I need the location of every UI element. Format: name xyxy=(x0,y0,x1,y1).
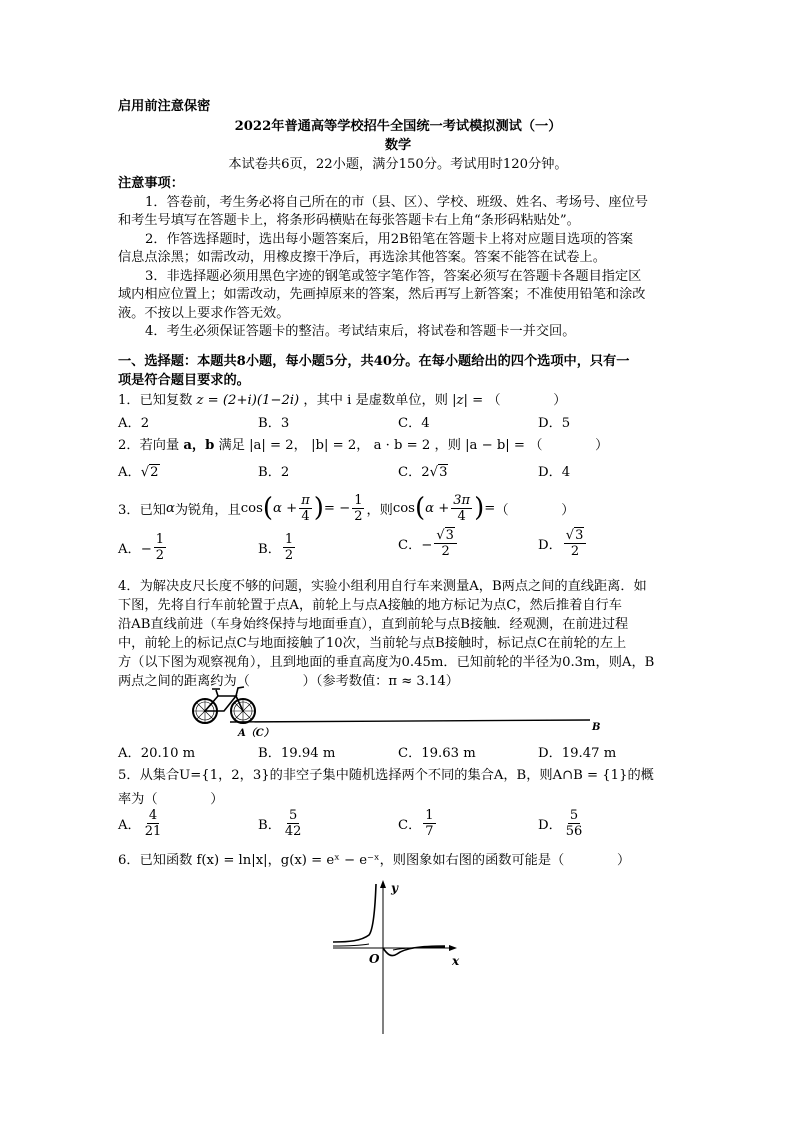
point-b-label: B xyxy=(592,722,601,733)
q5-option-c-den: 7 xyxy=(425,824,434,839)
q5-option-b-den: 42 xyxy=(284,824,302,839)
point-a-label: A（C） xyxy=(238,728,274,739)
note-1-line-2: 和考生号填写在答题卡上，将条形码横贴在每张答题卡右上角“条形码粘贴处”。 xyxy=(118,213,580,228)
q3-option-c: C．− $\frac{√3}{2}$ xyxy=(398,528,459,559)
q2-cond-3: a · b = 2 xyxy=(373,438,431,453)
q3-option-c-label: C．− xyxy=(398,538,433,553)
q3-option-d-num: 3 xyxy=(575,528,584,543)
q3-option-c-den: 2 xyxy=(441,544,450,559)
q2-then: ，则 xyxy=(434,438,461,453)
q3-option-a-label: A．− xyxy=(118,542,152,557)
q3-eq: = − xyxy=(323,500,351,516)
q2-option-b: B．2 xyxy=(258,465,290,480)
q4-line-3: 沿AB直线前进（车身始终保持与地面垂直），直到前轮与点B接触．经观测，在前进过程 xyxy=(118,617,629,632)
note-1-line-1: 1．答卷前，考生务必将自己所在的市（县、区）、学校、班级、姓名、考场号、座位号 xyxy=(145,195,648,210)
q3-option-b-den: 2 xyxy=(284,548,294,563)
q3-option-d-label: D． xyxy=(538,538,562,553)
q5-option-b-label: B． xyxy=(258,818,281,833)
q2-middle: 满足 xyxy=(218,438,245,453)
q4-line-4: 中，前轮上的标记点C与地面接触了10次，当前轮与点B接触时，标记点C在前轮的左上 xyxy=(118,636,627,651)
q5-option-b-num: 5 xyxy=(289,808,298,823)
bicycle-figure xyxy=(180,684,610,740)
q2-cond-2: |b| = 2 xyxy=(311,438,357,453)
bicycle-frame-icon xyxy=(205,687,244,711)
q2-option-a-label: A． xyxy=(118,465,141,480)
q5-option-c xyxy=(398,808,438,839)
q5-option-d-label: D． xyxy=(538,818,562,833)
q3-cos-1: cos xyxy=(240,500,263,516)
q1-option-b: B．3 xyxy=(258,416,290,431)
q3-frac-den: 4 xyxy=(301,508,310,524)
q2-vectors: a，b xyxy=(183,438,215,453)
q3-then: ，则 xyxy=(366,502,393,518)
q3-pi-over-4-a xyxy=(299,493,312,524)
note-2-line-1: 2．作答选择题时，选出每小题答案后，用2B铅笔在答题卡上将对应题目选项的答案 xyxy=(145,232,634,247)
secret-label: 启用前注意保密 xyxy=(118,99,211,114)
q3-option-a xyxy=(118,532,168,563)
q5-line-1: 5．从集合U={1，2，3}的非空子集中随机选择两个不同的集合A，B，则A∩B = {1}的概 xyxy=(118,768,654,783)
q3-eq-2: = xyxy=(484,500,496,516)
q4-option-b: B．19.94 m xyxy=(258,746,336,761)
q3-paren: （ ） xyxy=(495,502,575,518)
q3-half-num: 1 xyxy=(354,492,363,508)
note-3-line-1: 3．非选择题必须用黑色字迹的钢笔或签字笔作答，答案必须写在答题卡各题目指定区 xyxy=(145,269,642,284)
q5-option-d xyxy=(538,808,586,839)
q1-abs: |z| = xyxy=(452,393,484,408)
q3-half-den: 2 xyxy=(354,508,363,524)
subject-title: 数学 xyxy=(384,138,412,153)
curve-left-tail xyxy=(333,944,369,946)
q3-option-d-den: 2 xyxy=(570,544,580,559)
notes-heading: 注意事项： xyxy=(118,176,184,191)
q3-option-c-num: 3 xyxy=(445,528,454,543)
q2-option-a: A．√2 xyxy=(118,465,159,480)
q2-option-d: D．4 xyxy=(538,465,571,480)
q1-option-c: C．4 xyxy=(398,416,430,431)
q2-option-c-label: C．2 xyxy=(398,465,430,480)
q5-option-c-label: C． xyxy=(398,818,422,833)
q3-3pi-over-4 xyxy=(451,493,472,524)
q5-option-a-num: 4 xyxy=(148,808,158,823)
y-axis-arrow-icon xyxy=(380,880,386,888)
q3-option-a-num: 1 xyxy=(155,532,165,547)
q2-ask: |a − b| = xyxy=(465,438,525,453)
note-3-line-2: 域内相应位置上；如需改动，先画掉原来的答案，然后再写上新答案；不准使用铅笔和涂改 xyxy=(118,287,646,302)
q3-prefix: 3．已知 xyxy=(118,502,166,518)
q1-middle: ，其中 i 是虚数单位，则 xyxy=(303,393,448,408)
note-3-line-3: 液。不按以上要求作答无效。 xyxy=(118,306,290,321)
q4-option-a: A．20.10 m xyxy=(118,746,196,761)
q3-option-d: D． $\frac{√3}{2}$ xyxy=(538,528,588,559)
q3-one-half xyxy=(352,493,364,524)
question-1 xyxy=(118,389,567,408)
q5-option-d-num: 5 xyxy=(569,808,579,823)
x-axis-label: x xyxy=(452,954,460,968)
q6-line-1: 6．已知函数 f(x) = ln|x|，g(x) = eˣ − e⁻ˣ，则图象如右图的函数可能是（ ） xyxy=(118,853,631,868)
exam-title: 2022年普通高等学校招牛全国统一考试模拟测试（一） xyxy=(234,119,562,134)
q2-option-c-radicand: 3 xyxy=(439,465,448,480)
q3-alpha: α xyxy=(165,500,175,516)
ground-line xyxy=(230,720,590,722)
question-3: 3．已知 α 为锐角，且 cos ( α + $\frac{\pi}{4}$ ) = − $\frac{1}{2}$ ，则 cos ( α + $\frac{3\pi}{4}$ ) = （ ） xyxy=(118,492,575,524)
q5-option-a-label: A． xyxy=(118,818,141,833)
exam-info: 本试卷共6页，22小题，满分150分。考试用时120分钟。 xyxy=(228,157,568,172)
q2-option-c: C．2√3 xyxy=(398,465,448,480)
q2-option-a-radicand: 2 xyxy=(150,465,159,480)
q4-line-2: 下图，先将自行车前轮置于点A，前轮上与点A接触的地方标记为点C，然后推着自行车 xyxy=(118,598,622,613)
q2-cond-1: |a| = 2 xyxy=(249,438,294,453)
question-2: 2．若向量 a，b 满足 |a| = 2， |b| = 2， a · b = 2 ，则 |a − b| = （ ） xyxy=(118,438,609,453)
q3-cos-2: cos xyxy=(392,500,415,516)
q3-3pi-den: 4 xyxy=(457,508,466,524)
section-1-line-2: 项是符合题目要求的。 xyxy=(118,373,250,388)
q5-option-b xyxy=(258,808,305,839)
q3-alpha-plus-1: α + xyxy=(273,500,298,516)
q5-option-a xyxy=(118,808,165,839)
q5-option-c-num: 1 xyxy=(425,808,434,823)
note-2-line-2: 信息点涂黑；如需改动，用橡皮擦干净后，再选涂其他答案。答案不能答在试卷上。 xyxy=(118,250,606,265)
q1-expression: z = (2+i)(1−2i) xyxy=(196,393,300,408)
origin-label: O xyxy=(369,952,380,966)
q3-3pi-num: 3π xyxy=(453,492,471,508)
q3-middle: 为锐角，且 xyxy=(174,502,241,518)
y-axis-label: y xyxy=(391,881,398,895)
function-graph xyxy=(325,872,465,1042)
curve-left-branch xyxy=(333,884,376,942)
q3-option-b-label: B． xyxy=(258,542,281,557)
q4-line-1: 4．为解决皮尺长度不够的问题，实验小组利用自行车来测量A，B两点之间的直线距离．如 xyxy=(118,579,647,594)
q1-prefix: 1．已知复数 xyxy=(118,393,193,408)
q3-alpha-plus-2: α + xyxy=(425,500,450,516)
q5-option-a-den: 21 xyxy=(144,824,162,839)
q4-option-d: D．19.47 m xyxy=(538,746,617,761)
q4-line-5: 方（以下图为观察视角），且到地面的垂直高度为0.45m．已知前轮的半径为0.3m，则A，B xyxy=(118,655,655,670)
q2-prefix: 2．若向量 xyxy=(118,438,180,453)
q1-paren: （ ） xyxy=(487,393,567,408)
x-axis-arrow-icon xyxy=(449,945,457,951)
q5-line-2: 率为（ ） xyxy=(118,792,224,807)
q3-option-b xyxy=(258,532,297,563)
q1-option-d: D．5 xyxy=(538,416,571,431)
q3-option-a-den: 2 xyxy=(155,548,165,563)
q3-frac-num: π xyxy=(301,492,310,508)
q5-option-d-den: 56 xyxy=(565,824,583,839)
q4-line-6: 两点之间的距离约为（ ）（参考数值：π ≈ 3.14） xyxy=(118,674,459,689)
q4-option-c: C．19.63 m xyxy=(398,746,476,761)
q3-option-b-num: 1 xyxy=(284,532,294,547)
section-1-line-1: 一、选择题：本题共8小题，每小题5分，共40分。在每小题给出的四个选项中，只有一 xyxy=(118,354,630,369)
q1-option-a: A．2 xyxy=(118,416,150,431)
q2-paren: （ ） xyxy=(529,438,609,453)
note-4: 4．考生必须保证答题卡的整洁。考试结束后，将试卷和答题卡一并交回。 xyxy=(145,324,576,339)
